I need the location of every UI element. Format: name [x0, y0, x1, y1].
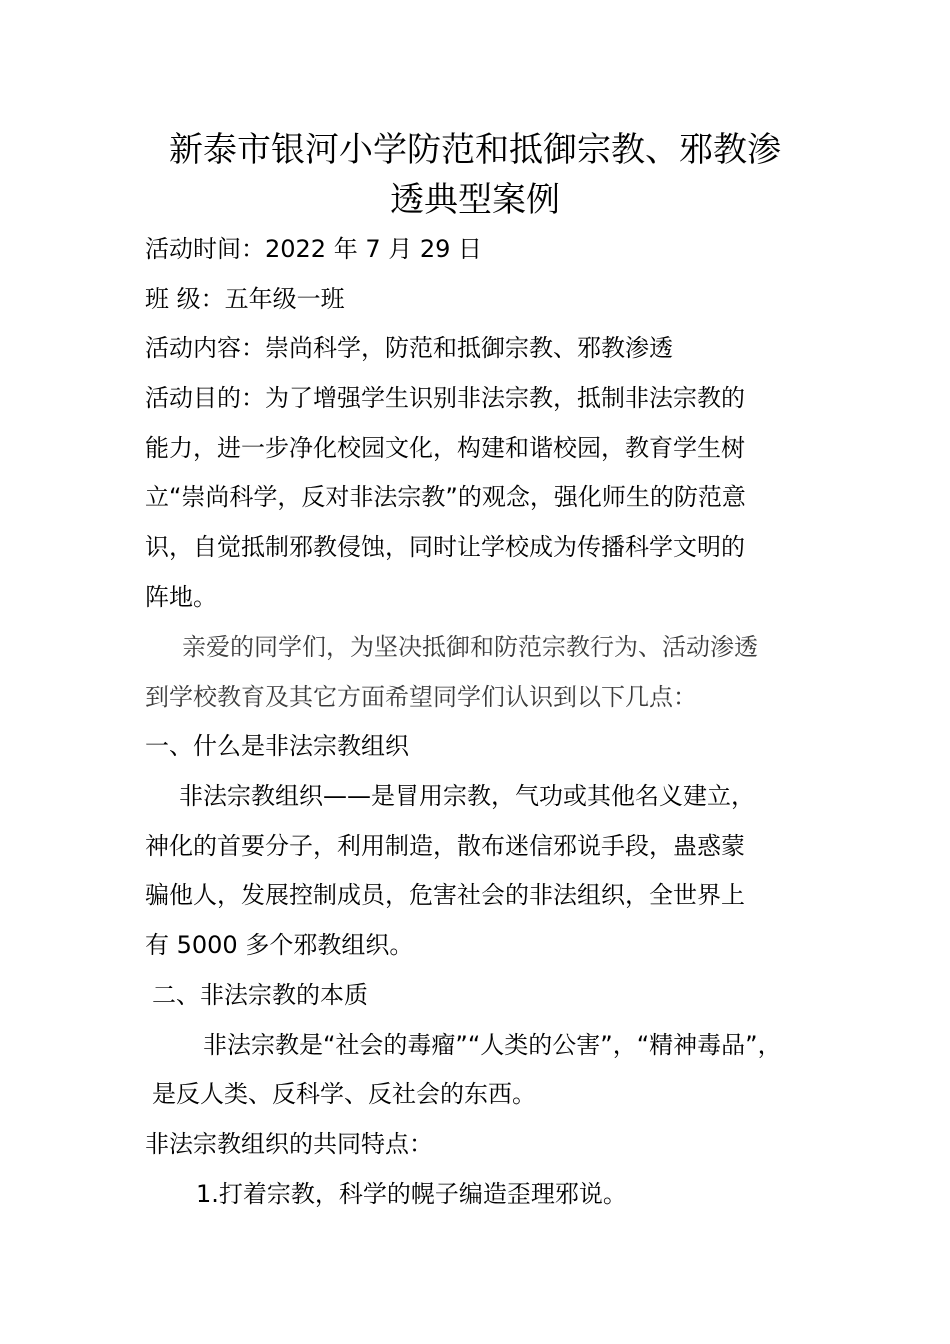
purpose-line-5: 阵地。: [145, 583, 217, 611]
section-1-line-3: 骗他人，发展控制成员，危害社会的非法组织，全世界上: [145, 881, 745, 909]
section-1-line-1: 非法宗教组织——是冒用宗教，气功或其他名义建立，: [179, 782, 755, 810]
section-2-heading: 二、非法宗教的本质: [152, 981, 368, 1009]
section-1-line-2: 神化的首要分子，利用制造，散布迷信邪说手段，蛊惑蒙: [145, 832, 745, 860]
purpose-line-4: 识，自觉抵制邪教侵蚀，同时让学校成为传播科学文明的: [145, 533, 745, 561]
section-2-line-2: 是反人类、反科学、反社会的东西。: [152, 1080, 536, 1108]
section-2-line-1: 非法宗教是“社会的毒瘤”“人类的公害”，“精神毒品”，: [203, 1031, 782, 1059]
activity-time: 活动时间：2022 年 7 月 29 日: [145, 235, 483, 263]
document-title-line-2: 透典型案例: [390, 180, 560, 220]
document-title-line-1: 新泰市银河小学防范和抵御宗教、邪教渗: [169, 130, 781, 170]
features-heading: 非法宗教组织的共同特点：: [145, 1130, 433, 1158]
intro-line-1: 亲爱的同学们，为坚决抵御和防范宗教行为、活动渗透: [182, 633, 758, 661]
section-1-heading: 一、什么是非法宗教组织: [145, 732, 409, 760]
section-1-line-4: 有 5000 多个邪教组织。: [145, 931, 414, 959]
purpose-line-3: 立“崇尚科学，反对非法宗教”的观念，强化师生的防范意: [145, 483, 746, 511]
purpose-line-2: 能力，进一步净化校园文化，构建和谐校园，教育学生树: [145, 434, 745, 462]
intro-line-2: 到学校教育及其它方面希望同学们认识到以下几点：: [145, 683, 697, 711]
feature-item-1: 1.打着宗教，科学的幌子编造歪理邪说。: [196, 1180, 627, 1208]
class-info: 班 级：五年级一班: [145, 285, 345, 313]
purpose-line-1: 活动目的：为了增强学生识别非法宗教，抵制非法宗教的: [145, 384, 745, 412]
activity-content: 活动内容：崇尚科学，防范和抵御宗教、邪教渗透: [145, 334, 673, 362]
